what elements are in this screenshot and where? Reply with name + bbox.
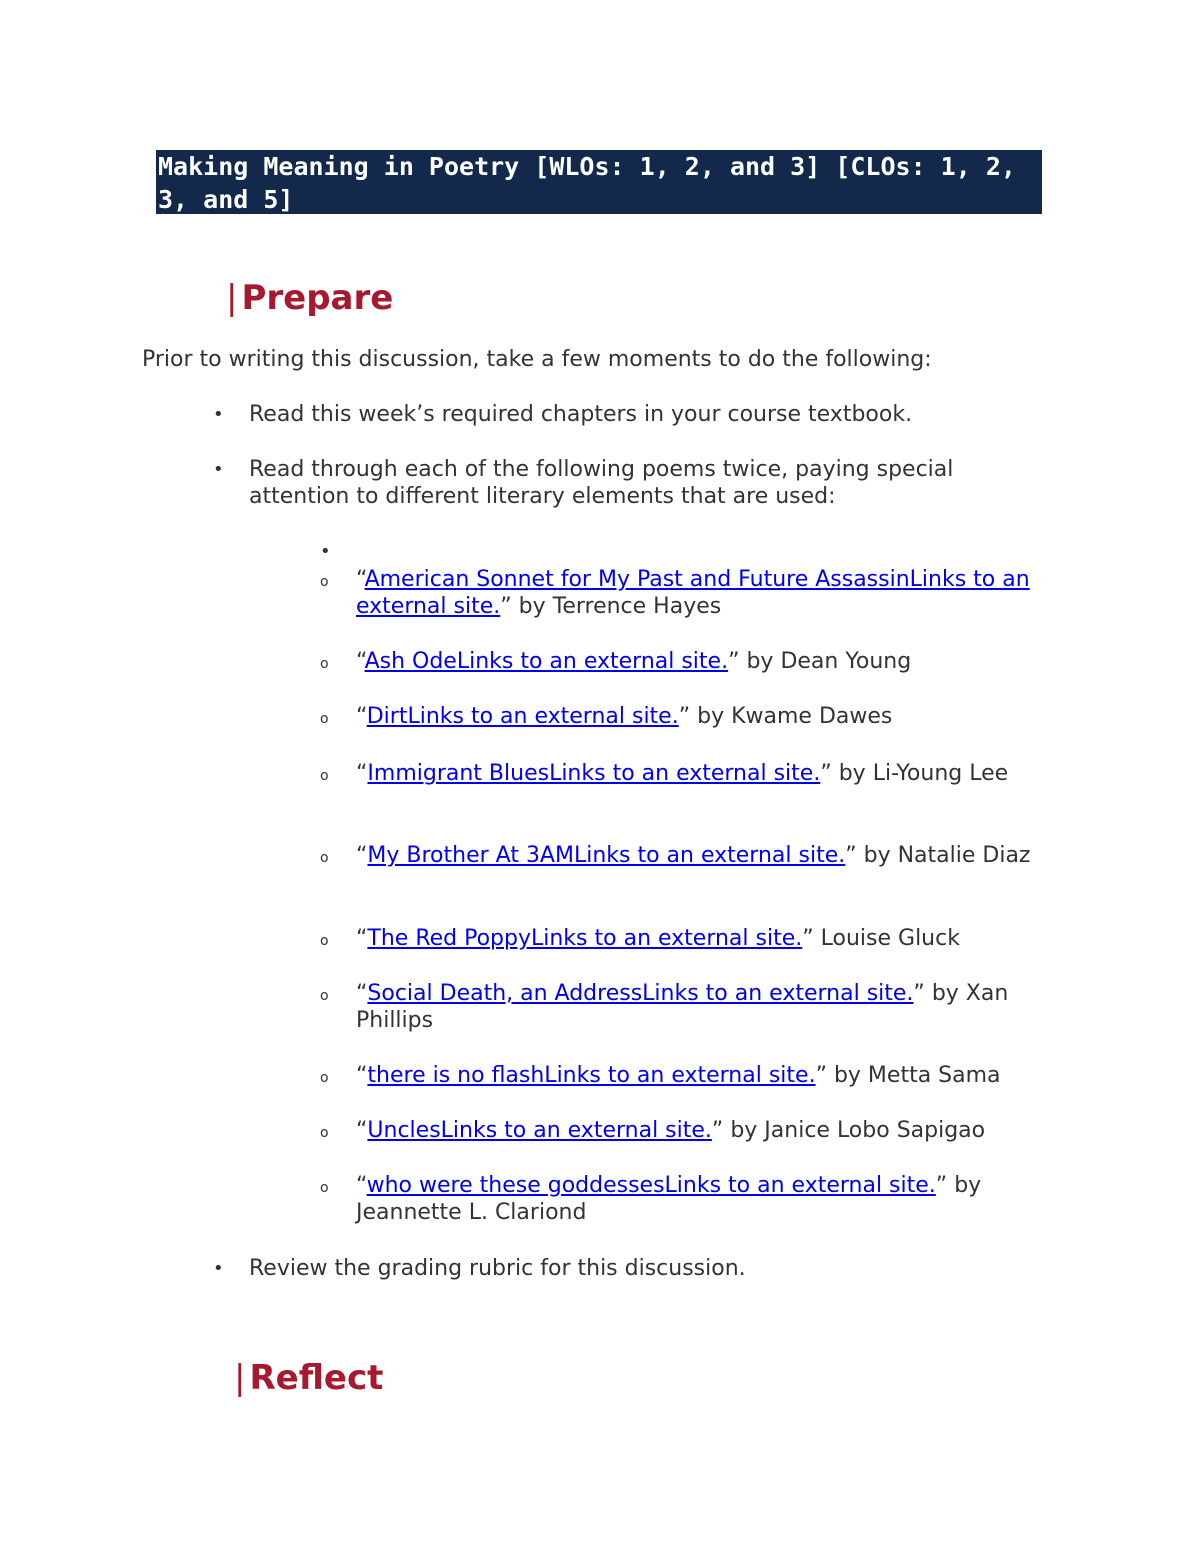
sub-bullet-marker: o <box>320 850 329 866</box>
prepare-intro: Prior to writing this discussion, take a few moments to do the following: <box>142 347 932 372</box>
sub-bullet-marker: o <box>320 933 329 949</box>
heading-bar: | <box>234 1358 246 1398</box>
poem-link[interactable]: Immigrant BluesLinks to an external site. <box>367 761 821 786</box>
list-item-text: Read through each of the following poems twice, paying special attention to different literary elements that are used: <box>249 457 954 509</box>
poem-link[interactable]: DirtLinks to an external site. <box>366 704 679 729</box>
poem-item: o “Social Death, an AddressLinks to an external site.” by Xan Phillips <box>320 981 1009 1033</box>
poem-item: o “The Red PoppyLinks to an external site.” Louise Gluck <box>356 925 1066 952</box>
reflect-heading-text: Reflect <box>249 1358 384 1398</box>
sub-bullet-marker: o <box>320 711 329 727</box>
list-item-text: Review the grading rubric for this discussion. <box>249 1256 746 1281</box>
poem-link[interactable]: Social Death, an AddressLinks to an external site. <box>367 981 914 1006</box>
poem-item: o “American Sonnet for My Past and Future AssassinLinks to an external site.” by Terrence Hayes <box>320 567 1030 619</box>
sub-bullet-marker: o <box>320 1070 329 1086</box>
list-item <box>213 456 1029 510</box>
poem-link[interactable]: Ash OdeLinks to an external site. <box>364 649 729 674</box>
poem-item: o “who were these goddessesLinks to an external site.” by Jeannette L. Clariond <box>320 1173 982 1225</box>
list-item <box>213 401 1029 428</box>
poem-link[interactable]: UnclesLinks to an external site. <box>367 1118 712 1143</box>
poem-item: o “DirtLinks to an external site.” by Kwame Dawes <box>356 703 1066 730</box>
prepare-heading-text: Prepare <box>241 278 394 318</box>
bullet-marker: • <box>213 459 224 480</box>
poem-item: o “there is no flashLinks to an external site.” by Metta Sama <box>356 1062 1066 1089</box>
sub-bullet-marker: o <box>320 656 329 672</box>
poem-link[interactable]: there is no flashLinks to an external site. <box>367 1063 816 1088</box>
sub-bullet-marker: o <box>320 768 329 784</box>
sub-bullet-marker: o <box>320 574 329 590</box>
bullet-marker: • <box>213 1258 224 1279</box>
poem-item: o “UnclesLinks to an external site.” by Janice Lobo Sapigao <box>356 1117 1066 1144</box>
list-item <box>213 1255 1029 1282</box>
poem-item: o “Ash OdeLinks to an external site.” by Dean Young <box>356 648 1066 675</box>
heading-bar: | <box>226 278 238 318</box>
poem-link[interactable]: The Red PoppyLinks to an external site. <box>367 926 803 951</box>
poem-link[interactable]: who were these goddessesLinks to an external site. <box>366 1173 936 1198</box>
poem-item: o “My Brother At 3AMLinks to an external site.” by Natalie Diaz <box>356 842 1066 869</box>
page-title: Making Meaning in Poetry [WLOs: 1, 2, and 3] [CLOs: 1, 2, 3, and 5] <box>156 150 1042 214</box>
sub-bullet-marker: o <box>320 988 329 1004</box>
list-item-text: Read this week’s required chapters in your course textbook. <box>249 402 913 427</box>
poem-link[interactable]: My Brother At 3AMLinks to an external site. <box>367 843 846 868</box>
bullet-marker: • <box>320 541 331 562</box>
prepare-heading <box>226 278 393 318</box>
poem-item: o “Immigrant BluesLinks to an external site.” by Li-Young Lee <box>356 760 1066 787</box>
reflect-heading <box>234 1358 383 1398</box>
sub-bullet-marker: o <box>320 1125 329 1141</box>
bullet-marker: • <box>213 404 224 425</box>
sub-bullet-marker: o <box>320 1180 329 1196</box>
poem-link[interactable]: American Sonnet for My Past and Future AssassinLinks to an external site. <box>356 567 1030 619</box>
